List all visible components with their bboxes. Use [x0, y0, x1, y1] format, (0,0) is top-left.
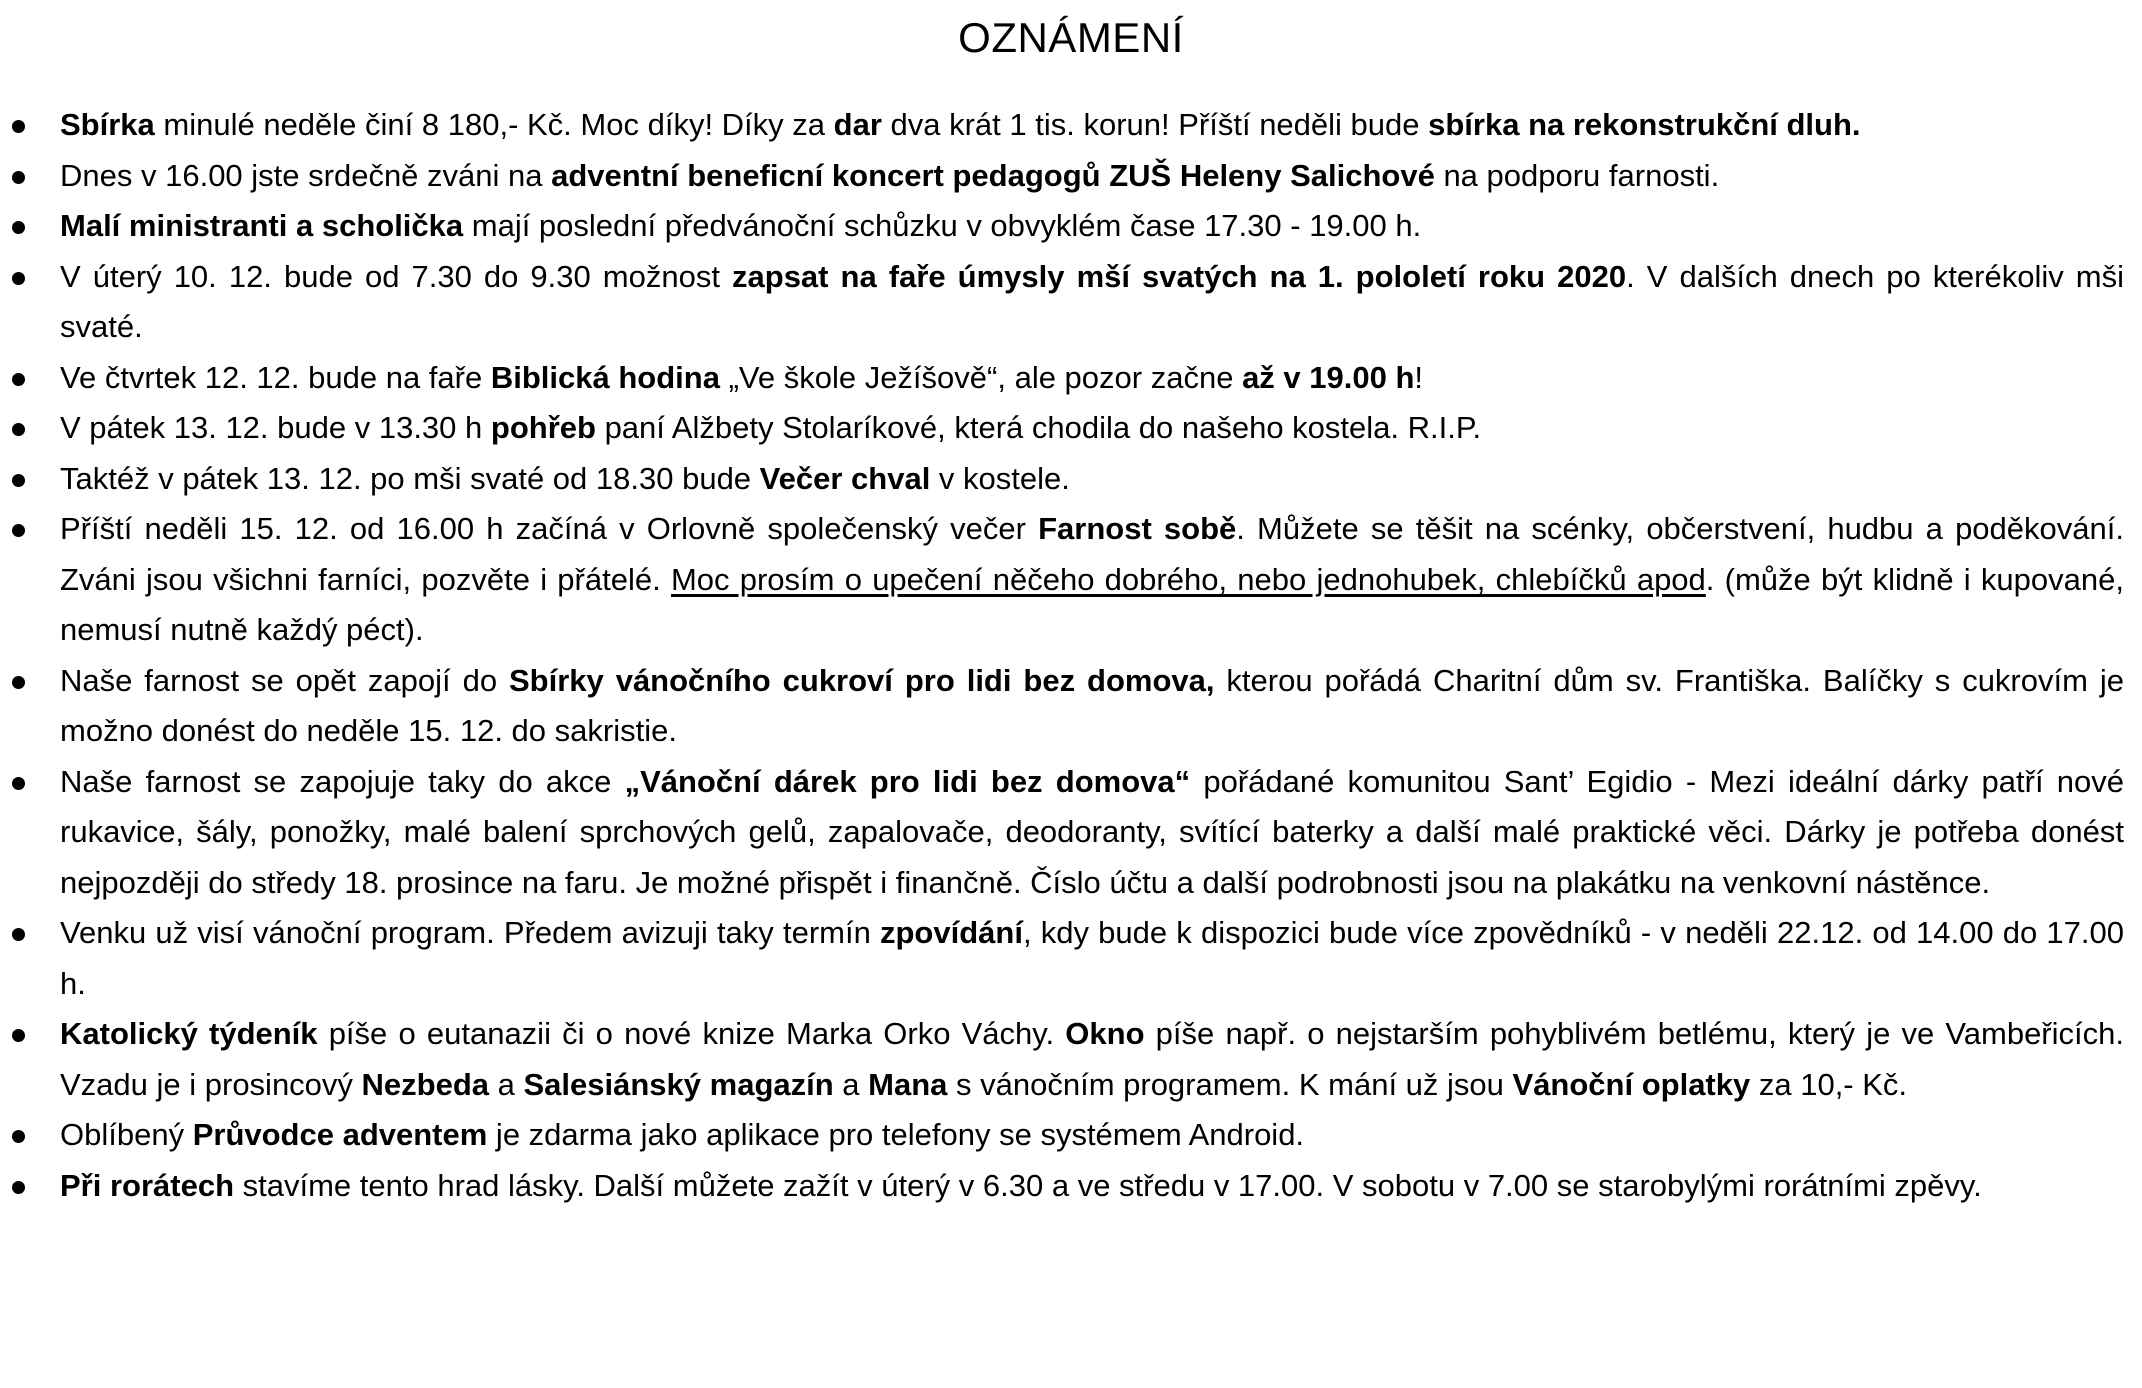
bullet-icon: [12, 120, 25, 133]
announcement-text: a: [489, 1066, 524, 1102]
announcement-text: „Ve škole Ježíšově“, ale pozor začne: [719, 359, 1243, 395]
announcement-text: Oblíbený: [60, 1117, 193, 1152]
announcement-text: Ve čtvrtek 12. 12. bude na faře: [60, 359, 491, 395]
announcement-text-bold: zapsat na faře úmysly mší svatých na 1. pololetí roku 2020: [732, 258, 1627, 294]
bullet-icon: [12, 373, 25, 386]
announcement-text-bold: Biblická hodina: [490, 359, 720, 395]
announcement-text: minulé neděle činí 8 180,- Kč. Moc díky! Díky za: [154, 107, 834, 142]
announcement-item: [0, 1009, 2142, 1110]
bullet-icon: [12, 928, 25, 941]
announcement-text-bold: Sbírky vánočního cukroví pro lidi bez domova,: [509, 662, 1215, 698]
announcement-text: V pátek 13. 12. bude v 13.30 h: [60, 410, 491, 445]
bullet-icon: [12, 272, 25, 285]
bullet-icon: [12, 777, 25, 790]
announcement-text-bold: Průvodce adventem: [192, 1117, 488, 1152]
announcement-text: stavíme tento hrad lásky. Další můžete zažít v úterý v 6.30 a ve středu v 17.00. V sobotu v 7.00 se starobylými rorátními zpěvy.: [234, 1167, 1982, 1203]
announcement-item: [0, 908, 2142, 1009]
announcement-item: [0, 504, 2142, 656]
announcement-text: na podporu farnosti.: [1434, 157, 1720, 193]
bullet-icon: [12, 171, 25, 184]
announcement-item: [0, 151, 2142, 202]
announcement-text: píše o eutanazii či o nové knize Marka Orko Váchy.: [317, 1016, 1066, 1051]
announcement-text: je zdarma jako aplikace pro telefony se systémem Android.: [487, 1117, 1305, 1152]
announcement-item: [0, 1110, 2142, 1161]
announcement-item: [0, 656, 2142, 757]
announcement-text-bold: Okno: [1065, 1016, 1145, 1051]
announcement-text-bold: až v 19.00 h: [1242, 359, 1415, 395]
announcement-text-bold: pohřeb: [490, 410, 596, 445]
announcement-text-bold: sbírka na rekonstrukční dluh.: [1428, 107, 1861, 142]
announcement-text: !: [1414, 359, 1424, 395]
announcement-text: mají poslední předvánoční schůzku v obvyklém čase 17.30 - 19.00 h.: [463, 208, 1422, 243]
announcement-text: píše např. o nejstarším pohyblivém betlému, který je ve Vambeřicích. Vzadu je i prosincový: [60, 1016, 2124, 1102]
announcement-text: dva krát 1 tis. korun! Příští neděli bude: [881, 107, 1429, 142]
announcement-text: . V dalších dnech po kterékoliv mši svaté.: [60, 258, 2124, 344]
announcement-text: Dnes v 16.00 jste srdečně zváni na: [60, 157, 552, 193]
bullet-icon: [12, 423, 25, 436]
announcement-text-underlined: Moc prosím o upečení něčeho dobrého, nebo jednohubek, chlebíčků apod: [670, 561, 1706, 597]
announcement-item: [0, 1161, 2142, 1212]
announcement-text: pořádané komunitou Sant’ Egidio - Mezi ideální dárky patří nové rukavice, šály, ponožky, malé balení sprchových gelů, zapalovače, deodoranty, svítící baterky a další malé praktické věci. Dárky je potřeba donést nejpozději do středy 18. prosince na faru. Je možné přispět i finančně. Číslo účtu a další podrobnosti jsou na plakátku na venkovní nástěnce.: [60, 763, 2125, 900]
announcement-item: [0, 353, 2142, 404]
announcement-text: V úterý 10. 12. bude od 7.30 do 9.30 možnost: [60, 258, 733, 294]
announcement-text-bold: Při rorátech: [60, 1167, 235, 1203]
announcement-text: kterou pořádá Charitní dům sv. Františka. Balíčky s cukrovím je možno donést do neděle 15. 12. do sakristie.: [60, 662, 2124, 748]
announcement-text-bold: Mana: [868, 1066, 948, 1102]
announcement-text-bold: adventní beneficní koncert pedagogů ZUŠ Heleny Salichové: [551, 157, 1435, 193]
document-title: OZNÁMENÍ: [958, 14, 1184, 61]
announcement-text-bold: Katolický týdeník: [60, 1016, 318, 1051]
announcement-text: v kostele.: [930, 460, 1070, 496]
announcement-item: [0, 454, 2142, 505]
announcement-text: za 10,- Kč.: [1750, 1066, 1908, 1102]
announcement-text-bold: zpovídání: [880, 915, 1023, 950]
announcement-text: s vánočním programem. K mání už jsou: [947, 1066, 1513, 1102]
announcement-text: . Můžete se těšit na scénky, občerstvení, hudbu a poděkování. Zváni jsou všichni farníci, pozvěte i přátelé.: [60, 511, 2124, 597]
announcement-item: [0, 252, 2142, 353]
bullet-icon: [12, 221, 25, 234]
announcement-text: Naše farnost se zapojuje taky do akce: [60, 763, 625, 799]
announcement-text-bold: „Vánoční dárek pro lidi bez domova“: [624, 763, 1191, 799]
announcement-item: [0, 757, 2142, 909]
bullet-icon: [12, 1130, 25, 1143]
bullet-icon: [12, 524, 25, 537]
announcement-text: Naše farnost se opět zapojí do: [60, 662, 509, 698]
bullet-icon: [12, 676, 25, 689]
announcement-text-bold: Salesiánský magazín: [523, 1066, 834, 1102]
announcement-text-bold: dar: [833, 107, 882, 142]
announcement-item: [0, 201, 2142, 252]
announcement-text: paní Alžbety Stolaríkové, která chodila do našeho kostela. R.I.P.: [595, 410, 1482, 445]
announcement-text-bold: Sbírka: [60, 107, 155, 142]
announcement-text: a: [833, 1066, 869, 1102]
announcement-text-bold: Večer chval: [759, 460, 931, 496]
announcement-item: [0, 403, 2142, 454]
announcement-text: Venku už visí vánoční program. Předem avizuji taky termín: [60, 915, 880, 950]
announcement-text: Příští neděli 15. 12. od 16.00 h začíná v Orlovně společenský večer: [60, 511, 1039, 546]
announcement-text-bold: Nezbeda: [361, 1066, 490, 1102]
announcement-text: . (může být klidně i kupované, nemusí nutně každý péct).: [60, 561, 2124, 647]
bullet-icon: [12, 474, 25, 487]
announcement-text-bold: Malí ministranti a scholička: [60, 208, 464, 243]
announcement-list: [0, 100, 2142, 1211]
announcement-text-bold: Vánoční oplatky: [1512, 1066, 1751, 1102]
announcement-text: , kdy bude k dispozici bude více zpovědníků - v neděli 22.12. od 14.00 do 17.00 h.: [60, 915, 2124, 1001]
bullet-icon: [12, 1181, 25, 1194]
announcement-text-bold: Farnost sobě: [1038, 511, 1237, 546]
announcement-item: [0, 100, 2142, 151]
announcement-text: Taktéž v pátek 13. 12. po mši svaté od 18.30 bude: [60, 460, 760, 496]
bullet-icon: [12, 1029, 25, 1042]
